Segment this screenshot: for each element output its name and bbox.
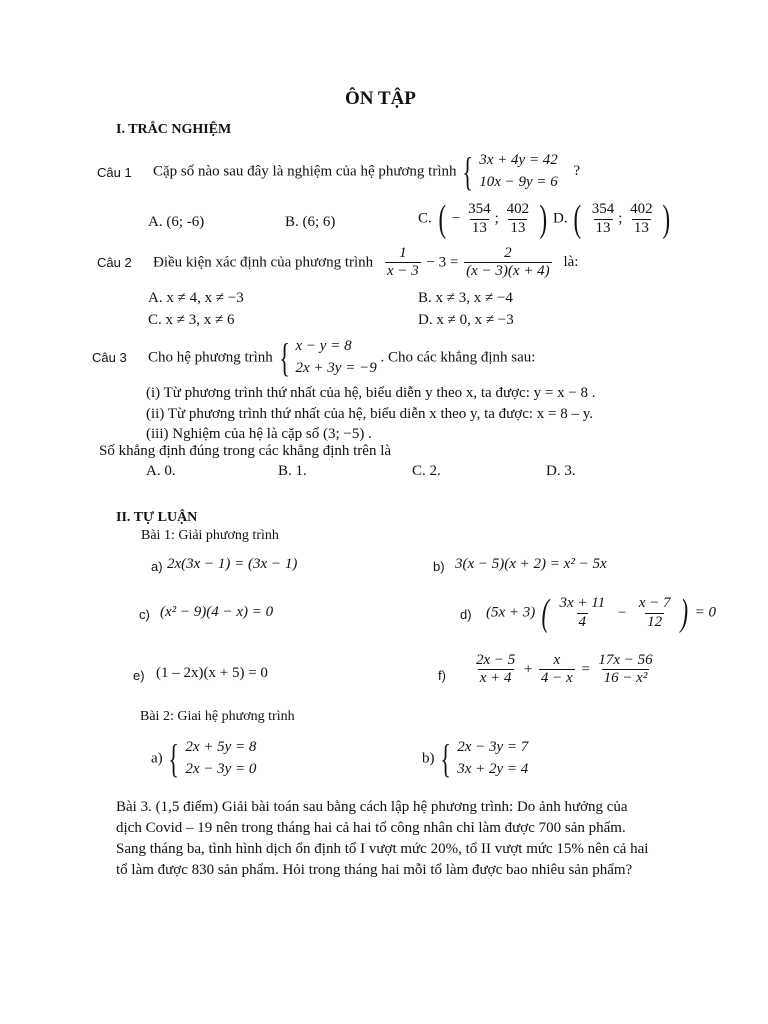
question-2-prompt xyxy=(153,245,578,281)
exercise-2a xyxy=(151,737,256,781)
exercise-2-title: Bài 2: Giai hệ phương trình xyxy=(140,709,295,724)
exercise-1f-fraction-1 xyxy=(474,652,517,688)
section-heading-multiple-choice: I. TRẮC NGHIỆM xyxy=(116,122,232,137)
numerator: 402 xyxy=(506,201,530,218)
denominator: 13 xyxy=(510,219,526,236)
question-1-eq2: 10x − 9y = 6 xyxy=(479,173,558,190)
exercise-2b-system xyxy=(457,737,528,781)
option-c-neg: − xyxy=(451,210,461,227)
option-d-fraction-1 xyxy=(590,201,617,237)
question-3-label: Câu 3 xyxy=(92,350,127,365)
exercise-1f-fraction-3 xyxy=(596,652,654,688)
exercise-2a-eq2: 2x − 3y = 0 xyxy=(185,760,257,777)
exercise-1f-label: f) xyxy=(438,668,446,683)
question-3-question: Số khẳng định đúng trong các khẳng định trên là xyxy=(99,443,392,459)
option-d-fraction-2 xyxy=(628,201,655,237)
exercise-1e-label: e) xyxy=(133,668,145,683)
question-2-end: là: xyxy=(563,254,579,271)
paren-open: ( xyxy=(541,592,550,634)
option-c-fraction-2 xyxy=(505,201,532,237)
exercise-1d-equation xyxy=(486,594,716,632)
question-2-option-d: D. x ≠ 0, x ≠ −3 xyxy=(418,312,514,328)
numerator: 402 xyxy=(630,201,653,218)
exercise-2a-system xyxy=(185,737,256,781)
question-3-eq2: 2x + 3y = −9 xyxy=(295,359,377,376)
denominator: 12 xyxy=(647,613,663,630)
exercise-1e-equation: (1 – 2x)(x + 5) = 0 xyxy=(156,665,268,681)
question-2-fraction-2 xyxy=(464,245,552,281)
exercise-1f-equation xyxy=(472,652,657,688)
exercise-1f-equals: = xyxy=(580,661,591,678)
question-2-text: Điều kiện xác định của phương trình xyxy=(153,254,374,271)
exercise-3-text xyxy=(116,797,648,881)
question-3-option-c: C. 2. xyxy=(412,463,441,479)
option-d-letter: D. xyxy=(553,210,568,227)
exercise-2a-label: a) xyxy=(151,750,163,767)
exercise-1d-label: d) xyxy=(460,607,472,622)
question-3-statement-1: (i) Từ phương trình thứ nhất của hệ, biểu diễn y theo x, ta được: y = x − 8 . xyxy=(146,385,596,401)
numerator: 354 xyxy=(468,201,491,218)
question-1-eq1: 3x + 4y = 42 xyxy=(479,152,558,168)
exercise-1-title: Bài 1: Giải phương trình xyxy=(141,528,279,543)
denominator: 13 xyxy=(633,219,649,236)
option-c-letter: C. xyxy=(418,210,432,227)
paren-open: ( xyxy=(573,198,582,240)
exercise-1d-minus: − xyxy=(616,604,627,621)
exercise-1f-fraction-2 xyxy=(539,652,575,688)
question-2-mid: − 3 = xyxy=(426,254,459,271)
exercise-1c-label: c) xyxy=(139,607,150,622)
question-3-prompt xyxy=(148,336,535,380)
numerator: 2x − 5 xyxy=(476,652,516,668)
exercise-1d-fraction-1 xyxy=(557,595,607,631)
numerator: 2 xyxy=(504,245,512,261)
question-1-option-b: B. (6; 6) xyxy=(285,214,336,230)
question-1-label: Câu 1 xyxy=(97,165,132,180)
paren-close: ) xyxy=(662,198,671,240)
question-1-prompt xyxy=(153,150,580,194)
option-c-fraction-1 xyxy=(466,201,493,237)
denominator: x + 4 xyxy=(479,670,512,687)
exercise-2b-label: b) xyxy=(422,750,435,767)
question-3-option-b: B. 1. xyxy=(278,463,307,479)
exercise-3-line-1: Bài 3. (1,5 điểm) Giải bài toán sau bằng cách lập hệ phương trình: Do ảnh hưởng của xyxy=(116,799,628,815)
question-3-option-d: D. 3. xyxy=(546,463,576,479)
question-2-fraction-1 xyxy=(385,245,421,281)
question-1-mark: ? xyxy=(573,163,581,180)
question-3-end: . Cho các khẳng định sau: xyxy=(380,349,536,366)
question-1-option-c: C. ( − $\frac{354}{13}$ ; $\frac{402}{13}$ ) xyxy=(418,198,547,240)
exercise-3-line-4: tổ làm được 830 sản phẩm. Hỏi trong tháng hai mỗi tổ làm được bao nhiêu sản phẩm? xyxy=(116,862,633,878)
system-brace: { xyxy=(440,735,452,781)
question-2-label: Câu 2 xyxy=(97,255,132,270)
paren-open: ( xyxy=(438,198,446,240)
numerator: x xyxy=(553,652,561,668)
numerator: 3x + 11 xyxy=(559,595,606,612)
question-1-text: Cặp số nào sau đây là nghiệm của hệ phương trình xyxy=(153,163,457,180)
question-2-option-a: A. x ≠ 4, x ≠ −3 xyxy=(148,290,244,306)
exercise-1b-label: b) xyxy=(433,559,445,574)
exercise-3-line-3: Sang tháng ba, tình hình dịch ổn định tổ I vượt mức 20%, tổ II vượt mức 15% nên cả hai xyxy=(116,841,649,857)
question-3-statement-2: (ii) Từ phương trình thứ nhất của hệ, biểu diễn x theo y, ta được: x = 8 – y. xyxy=(146,406,594,422)
denominator: (x − 3)(x + 4) xyxy=(466,263,550,280)
exercise-1d-factor: (5x + 3) xyxy=(486,604,536,621)
exercise-1c-equation: (x² − 9)(4 − x) = 0 xyxy=(160,604,274,620)
section-heading-essay: II. TỰ LUẬN xyxy=(116,510,198,525)
paren-close: ) xyxy=(539,198,547,240)
exercise-2a-eq1: 2x + 5y = 8 xyxy=(185,739,257,755)
question-3-option-a: A. 0. xyxy=(146,463,176,479)
question-1-option-a: A. (6; -6) xyxy=(148,214,205,230)
numerator: 17x − 56 xyxy=(598,652,653,668)
question-3-statement-3: (iii) Nghiệm của hệ là cặp số (3; −5) . xyxy=(146,426,372,442)
system-brace: { xyxy=(168,735,180,781)
question-3-eq1: x − y = 8 xyxy=(295,338,352,354)
exercise-1b-equation: 3(x − 5)(x + 2) = x² − 5x xyxy=(455,556,607,572)
exercise-1d-fraction-2 xyxy=(637,595,673,631)
question-1-option-d: D. ( $\frac{354}{13}$ ; $\frac{402}{13}$ ) xyxy=(553,198,671,240)
exercise-1a-label: a) xyxy=(151,559,163,574)
page-title: ÔN TẬP xyxy=(345,88,416,109)
numerator: 354 xyxy=(591,201,615,218)
exercise-1a-equation: 2x(3x − 1) = (3x − 1) xyxy=(167,556,298,572)
question-2-option-c: C. x ≠ 3, x ≠ 6 xyxy=(148,312,235,328)
denominator: 13 xyxy=(595,219,611,236)
system-brace: { xyxy=(462,148,474,194)
question-3-text: Cho hệ phương trình xyxy=(148,349,273,366)
denominator: x − 3 xyxy=(386,263,419,280)
exercise-2b xyxy=(422,737,528,781)
exercise-2b-eq1: 2x − 3y = 7 xyxy=(457,739,529,755)
exercise-3-line-2: dịch Covid – 19 nên trong tháng hai cả hai tổ công nhân chỉ làm được 700 sản phẩm. xyxy=(116,820,626,836)
denominator: 13 xyxy=(471,219,487,236)
exercise-1d-end: = 0 xyxy=(694,604,717,621)
exercise-1f-plus: + xyxy=(523,661,534,678)
numerator: x − 7 xyxy=(638,595,671,612)
denominator: 4 − x xyxy=(540,670,573,687)
denominator: 4 xyxy=(578,613,587,630)
numerator: 1 xyxy=(399,245,407,261)
exercise-2b-eq2: 3x + 2y = 4 xyxy=(457,760,529,777)
question-3-system xyxy=(296,336,377,380)
question-2-option-b: B. x ≠ 3, x ≠ −4 xyxy=(418,290,513,306)
question-1-system xyxy=(479,150,558,194)
paren-close: ) xyxy=(680,592,689,634)
system-brace: { xyxy=(278,334,290,380)
denominator: 16 − x² xyxy=(603,670,648,687)
